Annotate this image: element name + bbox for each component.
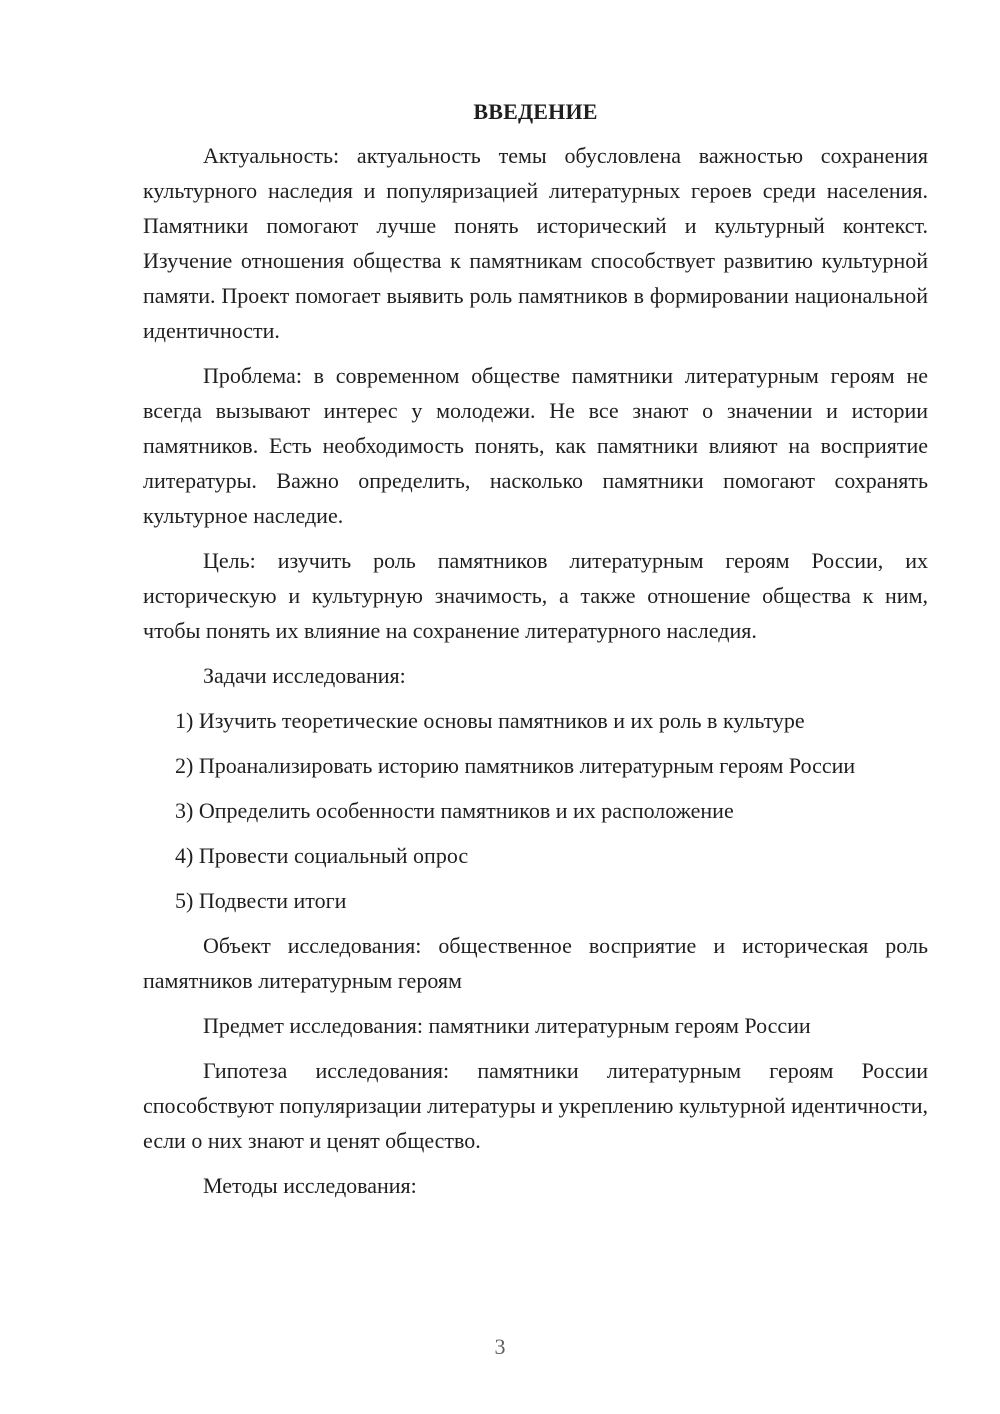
goal-paragraph: Цель: изучить роль памятников литературным героям России, их историческую и культурную значимость, а также отношение общества к ним, чтобы понять их влияние на сохранение литературного наследия. (143, 548, 928, 643)
task-item-4: 4) Провести социальный опрос (175, 843, 469, 868)
page-title: ВВЕДЕНИЕ (473, 99, 598, 124)
research-subject-paragraph: Предмет исследования: памятники литературным героям России (203, 1013, 811, 1038)
document-body (143, 96, 928, 1203)
task-item-5: 5) Подвести итоги (175, 888, 347, 913)
research-object-paragraph: Объект исследования: общественное восприятие и историческая роль памятников литературным героям (143, 933, 928, 993)
tasks-heading: Задачи исследования: (203, 663, 406, 688)
page-number: 3 (494, 1334, 506, 1359)
task-item-1: 1) Изучить теоретические основы памятников и их роль в культуре (175, 708, 805, 733)
relevance-paragraph: Актуальность: актуальность темы обусловлена важностью сохранения культурного наследия и популяризацией литературных героев среди населения. Памятники помогают лучше понять исторический и культурный контекст. Изучение отношения общества к памятникам способствует развитию культурной памяти. Проект помогает выявить роль памятников в формировании национальной идентичности. (143, 143, 928, 343)
methods-heading: Методы исследования: (203, 1173, 417, 1198)
task-item-3: 3) Определить особенности памятников и их расположение (175, 798, 734, 823)
problem-paragraph: Проблема: в современном обществе памятники литературным героям не всегда вызывают интерес у молодежи. Не все знают о значении и истории памятников. Есть необходимость понять, как памятники влияют на восприятие литературы. Важно определить, насколько памятники помогают сохранять культурное наследие. (143, 363, 928, 528)
hypothesis-paragraph: Гипотеза исследования: памятники литературным героям России способствуют популяризации литературы и укреплению культурной идентичности, если о них знают и ценят общество. (143, 1058, 928, 1153)
task-item-2: 2) Проанализировать историю памятников литературным героям России (175, 753, 856, 778)
